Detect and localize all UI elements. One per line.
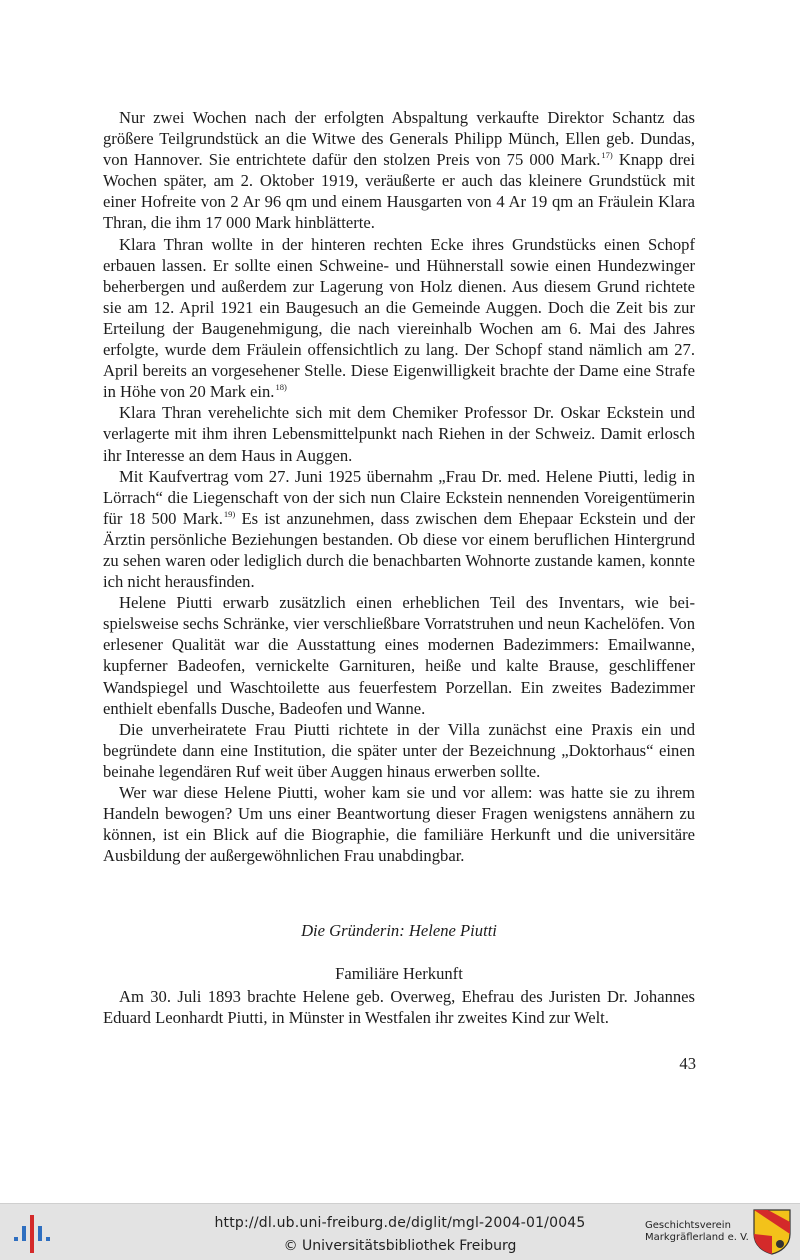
paragraph-text: Wer war diese Helene Piutti, woher kam sie und vor allem: was hatte sie zu ihrem Handeln bewogen? Um uns einer Beantwortung dieser Fragen wenigstens annähern zu können, ist ein Blick auf die Biographie, die familiäre Herkunft und die universitäre Ausbildung der außergewöhnlichen Frau unabdingbar.: [103, 783, 695, 866]
section-title: Familiäre Herkunft: [335, 964, 463, 983]
paragraph-text: Klara Thran verehelichte sich mit dem Chemiker Professor Dr. Oskar Eckstein und verlagerte mit ihm ihren Lebensmittelpunkt nach Riehen in der Schweiz. Damit erlosch ihr Interesse an dem Haus in Auggen.: [103, 403, 695, 465]
paragraph-text: Klara Thran wollte in der hinteren rechten Ecke ihres Grundstücks einen Schopf erbauen lassen. Er sollte einen Schweine- und Hühnerstall sowie einen Hundezwinger beherbergen und außerdem zur Lagerung von Holz dienen. Aus diesem Grund richtete sie am 12. April 1921 ein Baugesuch an die Gemeinde Auggen. Doch die Zeit bis zur Erteilung der Baugenehmigung, die nach viereinhalb Wochen am 6. Mai des Jahres erfolgte, wurde dem Fräulein offensichtlich zu lang. Der Schopf stand nämlich am 27. April bereits an vorgesehener Stelle. Diese Eigenwilligkeit brachte der Dame eine Strafe in Höhe von 20 Mark ein.: [103, 234, 695, 402]
footer-url-link[interactable]: http://dl.ub.uni-freiburg.de/diglit/mgl-2004-01/0045: [214, 1215, 586, 1231]
footnote-marker: 19): [223, 508, 236, 519]
footer-bar: [0, 1203, 800, 1260]
body-text: [103, 107, 695, 866]
paragraph: [103, 402, 695, 465]
paragraph: [103, 234, 695, 403]
university-library-logo-icon[interactable]: [10, 1210, 52, 1254]
paragraph: [103, 782, 695, 866]
footnote-marker: 17): [601, 150, 613, 161]
footnote-marker: 18): [275, 382, 287, 393]
society-name: [645, 1220, 750, 1244]
paragraph-text: Knapp drei Wochen später, am 2. Oktober 1919, veräußerte er auch das kleinere Grundstück mit einer Hofreite von 2 Ar 96 qm und einem Hausgarten von 4 Ar 19 qm an Fräulein Klara Thran, die ihm 17 000 Mark hinblätterte.: [103, 150, 695, 233]
society-coat-of-arms-icon: [752, 1208, 792, 1256]
section-paragraph: [103, 986, 695, 1028]
paragraph: [103, 107, 695, 234]
paragraph: [103, 466, 695, 593]
paragraph-text: Es ist anzunehmen, dass zwischen dem Ehepaar Eckstein und der Ärztin persönliche Beziehungen bestanden. Ob diese vor einem beruflichen Hintergrund zu sehen waren oder lediglich durch die benachbarten Wohnorte zustande kamen, konnte ich nicht herausfinden.: [103, 508, 696, 592]
chapter-title: Die Gründerin: Helene Piutti: [301, 921, 497, 940]
society-name-line2: Markgräflerland e. V.: [645, 1232, 749, 1243]
paragraph-text: Die unverheiratete Frau Piutti richtete in der Villa zunächst eine Praxis ein und begründete dann eine Institution, die später unter der Bezeichnung „Doktorhaus“ einen beinahe legendären Ruf weit über Auggen hinaus erwerben sollte.: [103, 719, 695, 781]
paragraph: Am 30. Juli 1893 brachte Helene geb. Overweg, Ehefrau des Juristen Dr. Johannes Eduard Leonhardt Piutti, in Münster in Westfalen ihr zweites Kind zur Welt.: [103, 987, 695, 1028]
paragraph-text: Nur zwei Wochen nach der erfolgten Abspaltung verkaufte Direktor Schantz das größere Teilgrundstück an die Witwe des Generals Philipp Münch, Ellen geb. Dundas, von Hannover. Sie entrichtete dafür den stolzen Preis von 75 000 Mark.: [103, 108, 695, 170]
society-name-line1: Geschichtsverein: [645, 1220, 731, 1231]
paragraph-text: Mit Kaufvertrag vom 27. Juni 1925 übernahm „Frau Dr. med. Helene Piutti, ledig in Lörrach“ die Liegenschaft von der sich nun Claire Eckstein nennenden Voreigentümerin für 18 500 Mark.: [103, 466, 695, 528]
page-number: 43: [679, 1054, 696, 1073]
paragraph-text: Helene Piutti erwarb zusätzlich einen erheblichen Teil des Inventars, wie beispielsweise sechs Schränke, vier verschließbare Vorratstruhen und neun Kachelöfen. Von erlesener Qualität war die Ausstattung eines modernen Badezimmers: Emailwanne, kupferner Badeofen, vernickelte Garnituren, heiße und kalte Brause, geschliffener Wandspiegel und Waschtoilette aus feuerfestem Porzellan. Ein zweites Badezimmer enthielt ebenfalls Dusche, Badeofen und Wanne.: [103, 593, 695, 718]
footer-copyright: © Universitätsbibliothek Freiburg: [283, 1238, 517, 1254]
paragraph: [103, 592, 695, 719]
paragraph: [103, 719, 695, 782]
